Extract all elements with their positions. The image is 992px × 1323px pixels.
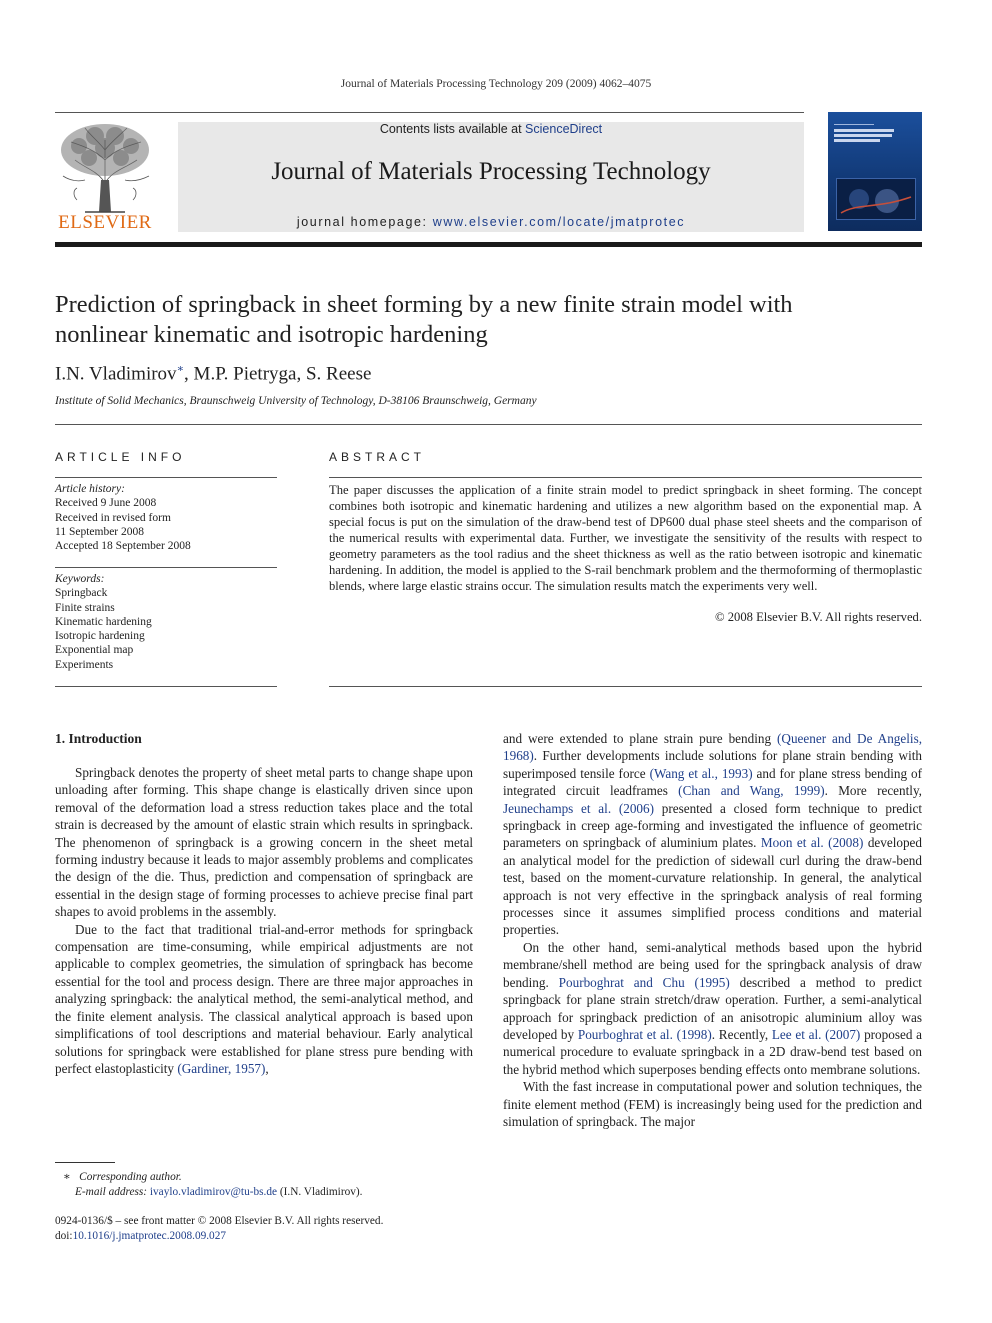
history-item: Received 9 June 2008 [55,497,157,510]
keyword: Exponential map [55,644,134,657]
article-info-rule-mid [55,567,277,568]
intro-paragraph-4: With the fast increase in computational power and solution techniques, the finite element method (FEM) is increasingly being used for the prediction and simulation of springback. The major [503,1079,922,1129]
paragraph-text: presented a closed form technique to predict springback in creep age-forming and investigated the influence of geometric parameters on springback of aluminium plates. [503,800,922,851]
article-info-rule-bottom [55,686,277,687]
contents-line [178,122,804,136]
paragraph-text: described a method to predict springback for plane strain stretch/draw operation. Further, a semi-analytical approach for springback prediction of an anisotropic aluminium alloy was developed by [503,974,922,1042]
author-list [55,362,371,385]
paragraph-text: Due to the fact that traditional trial-and-error methods for springback compensation are time-consuming, while empirical adjustments are not applicable to complex geometries, the simulation of springback has become essential for the tool and process design. There are three major approaches in analyzing springback: the analytical method, the semi-analytical method, and the finite element analysis. The classical analytical approach is based upon simplifications of tool descriptions and material behaviour. Early analytical solutions for springback were established for plane stress pure bending with perfect elastoplasticity [55,921,473,1076]
abstract-rule-top [329,477,922,478]
citation-link[interactable]: Lee et al. (2007) [771,1026,861,1042]
right-body-column [503,730,922,1130]
intro-paragraph-2-continued [503,730,922,939]
paragraph-text: . More recently, [824,783,922,799]
front-matter-footer [55,1214,475,1243]
journal-masthead [178,122,804,232]
email-label: E-mail address: [75,1185,150,1198]
email-link[interactable]: ivaylo.vladimirov@tu-bs.de [149,1185,278,1198]
paragraph-text: . Recently, [711,1026,772,1042]
history-item: Received in revised form [55,511,171,524]
footnote-rule [55,1162,115,1163]
article-history [55,482,277,553]
abstract-copyright: © 2008 Elsevier B.V. All rights reserved. [715,610,922,624]
issn-line: 0924-0136/$ – see front matter © 2008 Elsevier B.V. All rights reserved. [55,1215,384,1227]
title-line-1: Prediction of springback in sheet forming by a new finite strain model with [55,291,793,318]
title-line-2: nonlinear kinematic and isotropic hardening [55,321,488,348]
paragraph-text: and were extended to plane strain pure bending [503,731,778,746]
homepage-link[interactable]: www.elsevier.com/locate/jmatprotec [432,215,686,229]
citation-link[interactable]: Pourboghrat and Chu (1995) [558,974,730,990]
keyword: Experiments [55,658,114,671]
paragraph-text: . Further developments include solutions for plane strain bending with superimposed tensile force [503,748,922,781]
keyword: Springback [55,587,108,600]
history-item: Accepted 18 September 2008 [55,540,191,553]
article-title [55,290,922,350]
abstract-rule-bottom [329,686,922,687]
intro-paragraph-3 [503,939,922,1078]
citation-link[interactable]: (Gardiner, 1957) [177,1060,266,1076]
author-1: I.N. Vladimirov [55,363,177,385]
paragraph-text: and for plane stress bending of integrated circuit leadframes [503,765,922,799]
intro-paragraph-2 [55,921,473,1078]
doi-label: doi: [55,1229,73,1242]
footnote-line [55,1170,475,1185]
email-name: (I.N. Vladimirov). [277,1185,363,1198]
left-body-column [55,764,473,1077]
affiliation: Institute of Solid Mechanics, Braunschweig University of Technology, D-38106 Braunschweig, Germany [55,395,537,407]
citation-link[interactable]: Jeunechamps et al. (2006) [503,800,655,816]
other-authors: , M.P. Pietryga, S. Reese [184,363,372,385]
keyword: Finite strains [55,601,115,614]
journal-cover-image[interactable] [828,112,922,231]
doi-line [55,1229,475,1244]
header-rule [55,112,804,113]
citation-link[interactable]: (Wang et al., 1993) [649,765,753,781]
front-matter-rule [55,424,922,425]
footnote-corresponding: Corresponding author. [79,1171,182,1183]
homepage-prefix: journal homepage: [296,215,433,229]
publisher-wordmark: ELSEVIER [58,212,152,233]
journal-title: Journal of Materials Processing Technology [271,158,711,185]
article-info-rule-top [55,477,277,478]
paragraph-text: proposed a numerical procedure to evaluate springback in a 2D draw-bend test based on the hybrid method which superposes bending effects onto membrane solutions. [503,1026,923,1077]
corresponding-author-footnote [55,1170,475,1199]
intro-paragraph-1: Springback denotes the property of sheet metal parts to change shape upon unloading after forming. This shape change is elastically driven since upon removal of the deformation load a stress reduction takes place and the total strain is decreased by the amount of elastic strain which results in springback. The phenomenon of springback is a growing concern in the sheet metal forming industry because it leads to major assembly problems and complicates the design of the die. Thus, prediction and compensation of springback are essential in the design stage of forming processes to achieve precise final part shapes to avoid problems in the assembly. [55,765,473,920]
corresponding-author-mark[interactable]: ∗ [176,363,185,375]
keyword: Kinematic hardening [55,615,152,628]
cover-picture [836,178,916,220]
history-item: 11 September 2008 [55,525,145,538]
contents-prefix: Contents lists available at [379,122,526,136]
abstract-text: The paper discusses the application of a finite strain model to predict springback in sheet forming. The concept combines both isotropic and kinematic hardening and utilizes a new algorithm based on the exponential map. A special focus is put on the simulation of the draw-bend test of DP600 dual phase steel sheets and the comparison of the numerical results with experimental data. Further, we investigate the sensitivity of the results with respect to geometry parameters as the tool radius and the sheet thickness as well as the ratio between isotropic and kinematic hardening. In addition, the model is applied to the S-rail benchmark problem and the thermoforming of thermoplastic blends, where large elastic strains occur. The simulation results match the experiments very well. [329,483,922,593]
homepage-line [178,215,804,229]
running-head: Journal of Materials Processing Technology 209 (2009) 4062–4075 [340,78,652,90]
sciencedirect-link[interactable]: ScienceDirect [525,122,603,136]
citation-link[interactable]: Pourboghrat et al. (1998) [577,1026,712,1042]
article-info-heading: ARTICLE INFO [55,450,186,464]
paragraph-text: On the other hand, semi-analytical methods based upon the hybrid membrane/shell method are being used for the springback analysis of draw bending. [503,939,922,990]
citation-link[interactable]: (Queener and De Angelis, 1968) [503,731,922,764]
citation-link[interactable]: Moon et al. (2008) [760,835,864,851]
keyword: Isotropic hardening [55,630,145,643]
paragraph-text: , [265,1060,269,1076]
masthead-thick-rule [55,242,922,247]
abstract-heading: ABSTRACT [329,450,426,464]
doi-link[interactable]: 10.1016/j.jmatprotec.2008.09.027 [72,1229,227,1242]
history-label: Article history: [55,483,125,495]
footnote-email-line [55,1185,475,1200]
section-heading-introduction: 1. Introduction [55,731,142,746]
citation-link[interactable]: (Chan and Wang, 1999) [678,783,825,799]
paragraph-text: developed an analytical model for the prediction of sidewall curl during the draw-bend test, based on the moment-curvature relationship. In general, the analytical approach is not very effective in the springback analysis of real forming processes since it assumes simplified process conditions and material properties. [503,835,923,938]
keywords-block [55,572,277,672]
cover-title-lettering [834,124,918,142]
keywords-label: Keywords: [55,573,105,585]
footnote-mark: ∗ [63,1171,71,1183]
